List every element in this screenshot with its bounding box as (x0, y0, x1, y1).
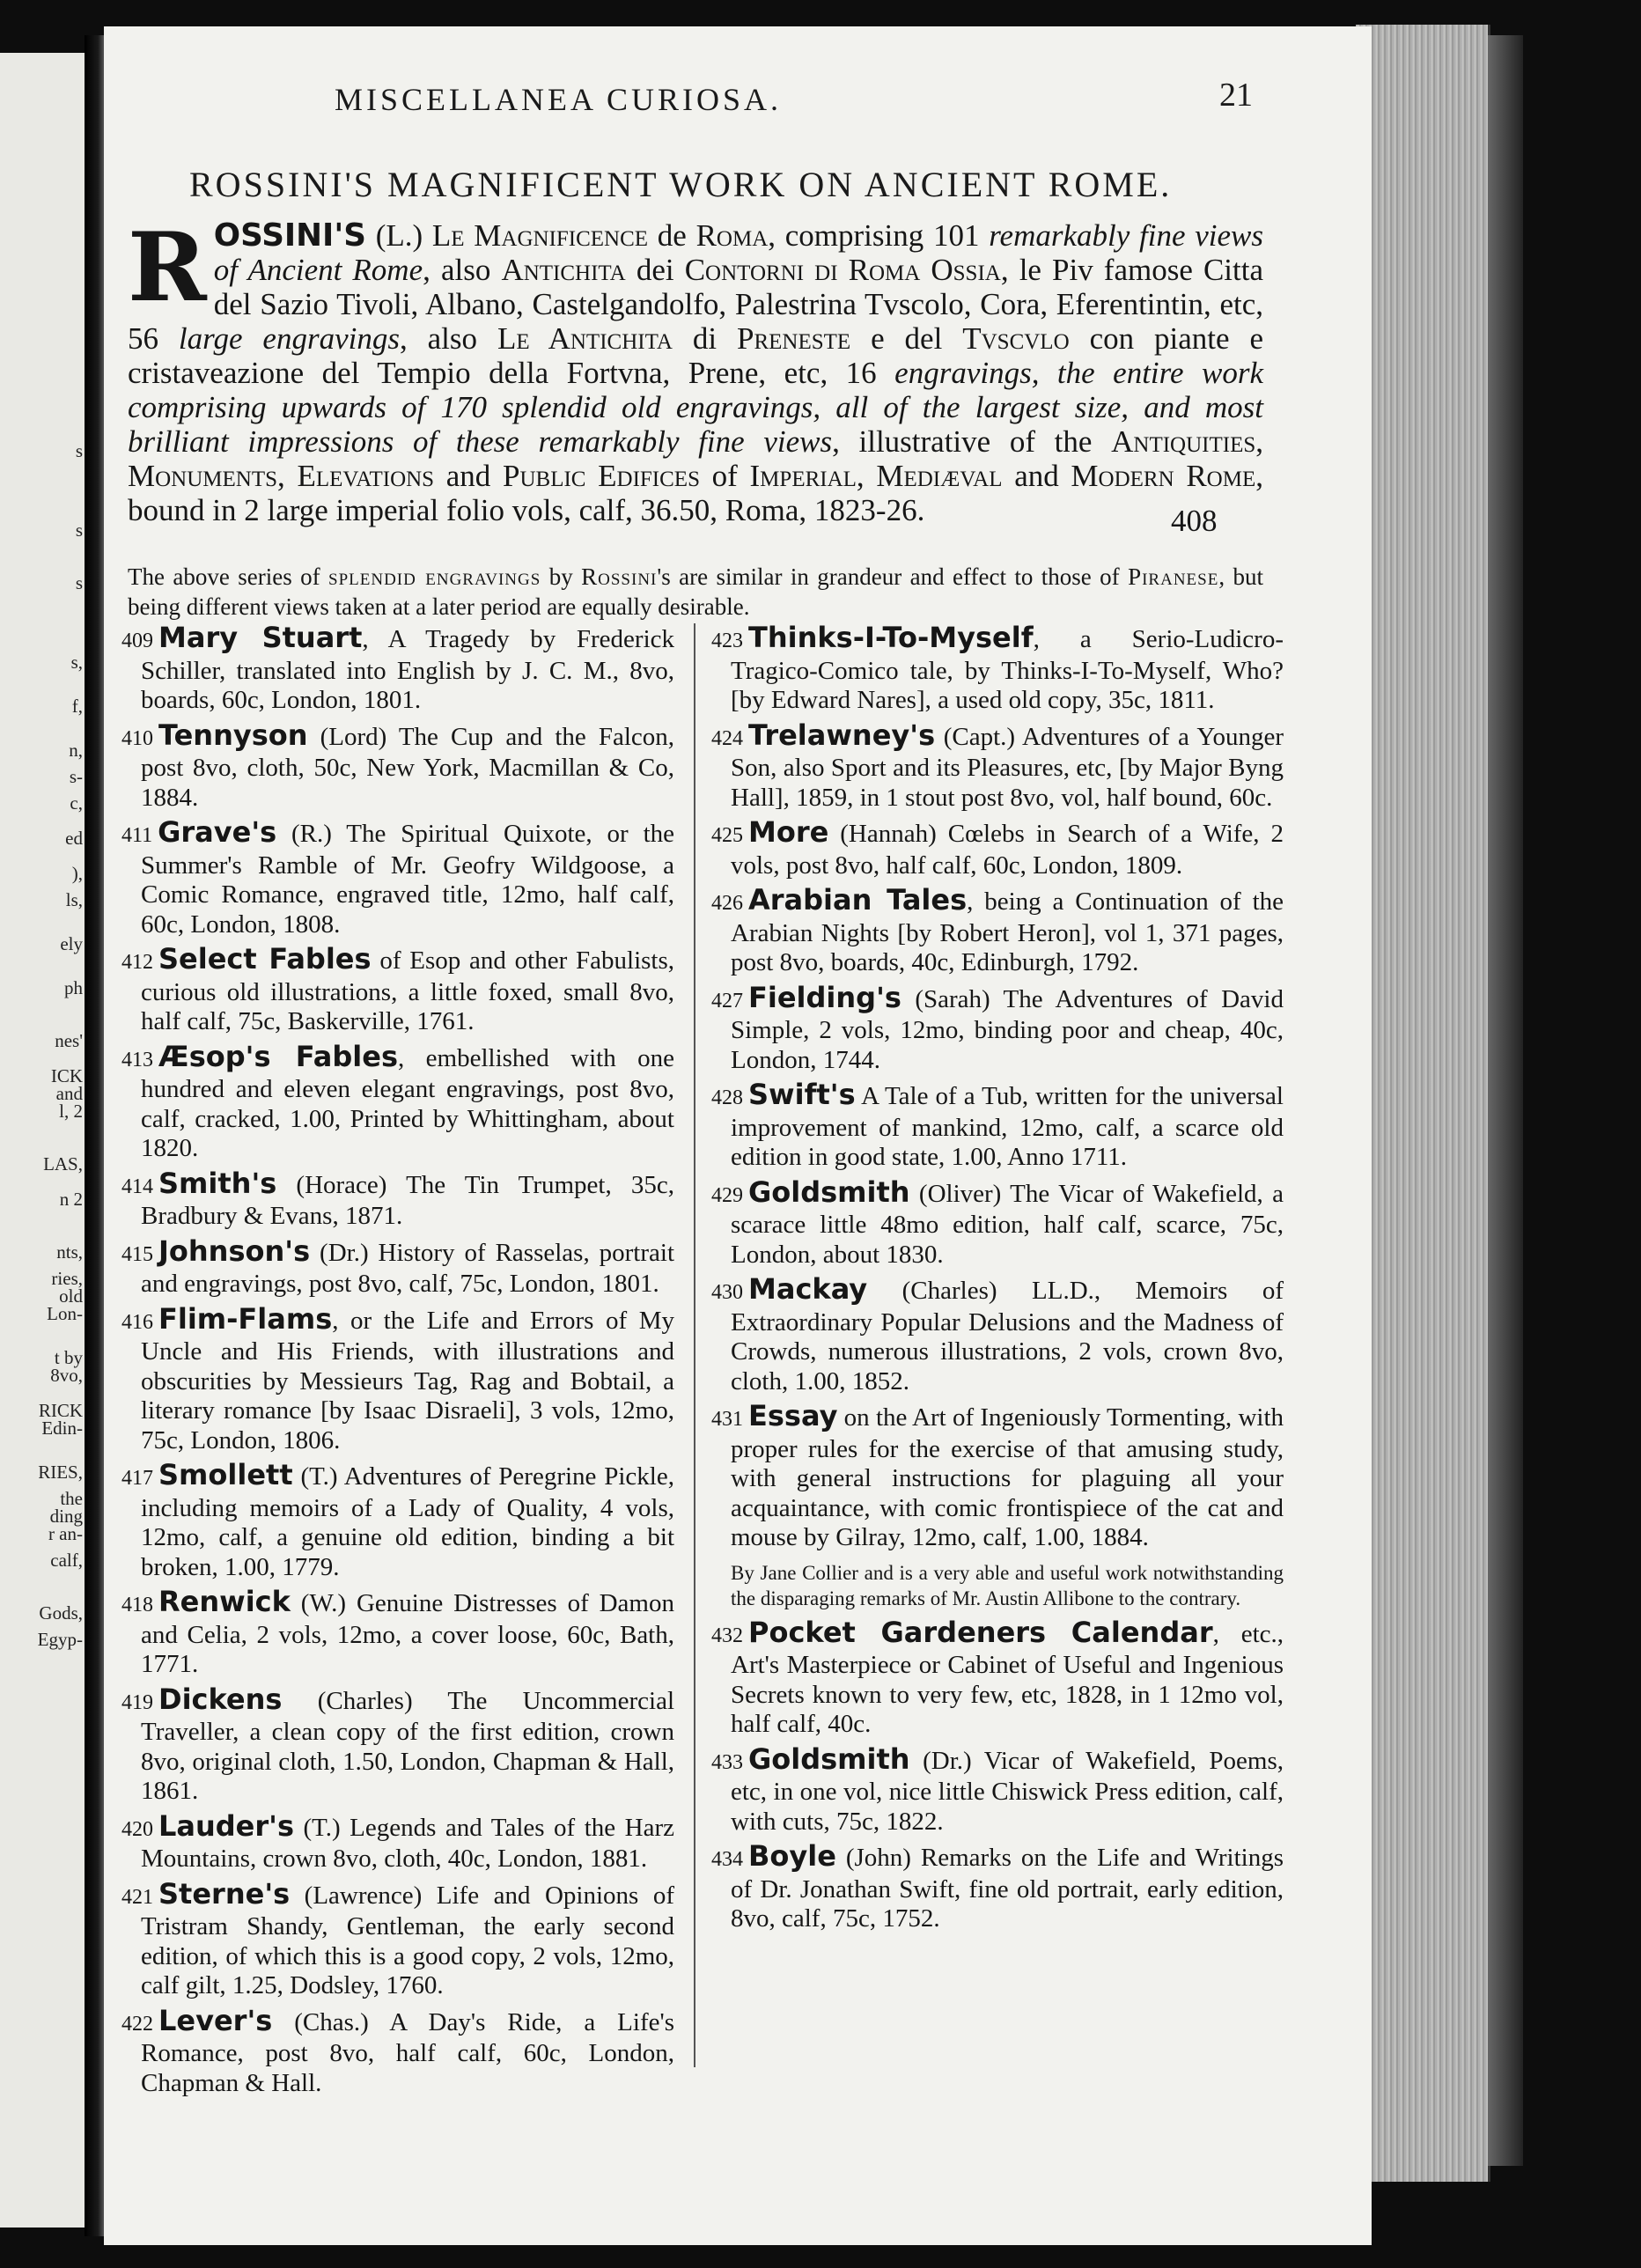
entry-description: (Charles) The Uncommercial Traveller, a clean copy of the first edition, crown 8vo, original cloth, 1.50, London, Chapman & Hall, 1861. (141, 1686, 674, 1805)
catalogue-entry (711, 1742, 1284, 1837)
catalogue-entry (121, 942, 675, 1037)
entry-number: 427 (711, 989, 743, 1012)
entry-author: Æsop's Fables (158, 1039, 398, 1073)
entry-number: 434 (711, 1848, 743, 1871)
catalogue-entry (121, 1876, 674, 2001)
entry-number: 428 (711, 1086, 743, 1109)
entry-description: on the Art of Ingeniously Tormenting, with proper rules for the exercise of that amusing study, with general instructions for plaguing all your acquaintance, with comic frontispiece of the cat and mouse by Gilray, 12mo, calf, 1.00, 1884. (731, 1403, 1284, 1551)
intro-name: OSSINI'S (213, 217, 366, 254)
entry-author: Arabian Tales (748, 883, 968, 917)
facing-page-fragment: 8vo, (50, 1365, 83, 1386)
facing-page-fragment: ls, (65, 889, 83, 910)
entry-number: 424 (711, 726, 743, 750)
page-number: 21 (1219, 77, 1253, 114)
entry-number: 429 (711, 1183, 743, 1207)
entry-number: 423 (711, 630, 743, 652)
entry-number: 431 (711, 1408, 743, 1431)
facing-page-fragment: ph (64, 977, 83, 998)
catalogue-entry (711, 883, 1284, 978)
entry-author: Select Fables (158, 942, 372, 976)
catalogue-entry (121, 1587, 674, 1680)
facing-page-fragment: s- (69, 766, 83, 787)
entry-number: 412 (121, 951, 153, 974)
entry-number: 433 (711, 1750, 743, 1774)
facing-page-fragment: old (59, 1285, 83, 1307)
entry-author: Mary Stuart (158, 621, 363, 654)
facing-page-fragment: nts, (56, 1241, 83, 1263)
catalogue-entry (711, 815, 1284, 880)
entry-author: Grave's (158, 815, 277, 849)
entry-description: , embellished with one hundred and eleven elegant engravings, post 8vo, calf, cracked, 1.00, Printed by Whittingham, about 1820. (141, 1043, 675, 1162)
entry-author: Thinks-I-To-Myself (748, 621, 1034, 654)
entry-number: 416 (121, 1310, 153, 1334)
entry-description: A Tale of a Tub, written for the universal improvement of mankind, 12mo, calf, a scarce old edition in good state, 1.00, Anno 1711. (731, 1082, 1284, 1171)
entry-author: Renwick (158, 1585, 291, 1618)
facing-page-fragment: s (75, 519, 83, 541)
facing-page-fragment: Egyp- (37, 1629, 83, 1650)
entry-author: Tennyson (158, 718, 308, 752)
catalogue-entry (711, 623, 1284, 716)
book-gutter (85, 35, 104, 2236)
entry-note: By Jane Collier and is a very able and useful work notwithstanding the disparaging remarks of Mr. Austin Allibone to the contrary. (731, 1561, 1284, 1609)
catalogue-entry (711, 718, 1284, 814)
entry-number: 410 (121, 726, 153, 750)
catalogue-entry (121, 1301, 674, 1456)
entry-author: Fielding's (748, 980, 901, 1014)
catalogue-entry (711, 1839, 1284, 1934)
facing-page-fragment: r an- (48, 1523, 83, 1544)
entry-author: Sterne's (158, 1876, 291, 1911)
facing-page-fragment: and (55, 1083, 83, 1104)
entry-description: (Dr.) History of Rasselas, portrait and engravings, post 8vo, calf, 75c, London, 1801. (141, 1238, 674, 1298)
catalogue-entry (121, 815, 674, 939)
entry-description: (Chas.) A Day's Ride, a Life's Romance, post 8vo, half calf, 60c, London, Chapman & Hall. (141, 2007, 674, 2097)
entry-number: 430 (711, 1281, 743, 1304)
catalogue-entry (121, 1458, 674, 1582)
entry-description: (Hannah) Cœlebs in Search of a Wife, 2 vols, post 8vo, half calf, 60c, London, 1809. (731, 820, 1284, 880)
entry-number: 419 (121, 1690, 153, 1714)
entry-author: Boyle (748, 1839, 836, 1873)
entry-number: 420 (121, 1817, 153, 1841)
entry-description: , a Serio-Ludicro-Tragico-Comico tale, by Thinks-I-To-Myself, Who? [by Edward Nares], a used old copy, 35c, 1811. (731, 625, 1284, 714)
entry-number: 422 (121, 2012, 153, 2036)
entry-description: (Lord) The Cup and the Falcon, post 8vo, cloth, 50c, New York, Macmillan & Co, 1884. (141, 722, 674, 812)
entry-description: (Capt.) Adventures of a Younger Son, also Sport and its Pleasures, etc, [by Major Byng Hall], 1859, in 1 stout post 8vo, vol, half bound, 60c. (731, 722, 1284, 812)
entry-author: Mackay (748, 1272, 868, 1306)
entry-author: More (748, 815, 829, 849)
right-column (711, 623, 1284, 1940)
entry-author: Smith's (158, 1166, 277, 1200)
entry-number: 411 (121, 824, 153, 847)
catalogue-entry (711, 1399, 1284, 1553)
entry-number: 426 (711, 892, 743, 915)
facing-page-fragment: the (60, 1488, 83, 1509)
facing-page-fragment: n 2 (59, 1189, 83, 1210)
entry-description: , being a Continuation of the Arabian Nights [by Robert Heron], vol 1, 371 pages, post 8vo, boards, 40c, Edinburgh, 1792. (731, 887, 1284, 976)
left-column (121, 623, 674, 2103)
intro-item-number: 408 (1171, 504, 1218, 538)
entry-author: Pocket Gardeners Calendar (748, 1615, 1213, 1649)
catalogue-entry (711, 1272, 1284, 1396)
facing-page-fragment: nes' (55, 1030, 83, 1051)
facing-page-fragment: Edin- (41, 1418, 83, 1439)
page-edges-shadow (1488, 35, 1523, 2166)
facing-page-fragment: RICK (38, 1400, 83, 1421)
entry-number: 414 (121, 1174, 153, 1198)
entry-number: 425 (711, 824, 743, 847)
entry-author: Goldsmith (748, 1174, 910, 1209)
drop-cap: R (128, 212, 207, 323)
running-head: MISCELLANEA CURIOSA. (335, 82, 783, 117)
entry-description: of Esop and other Fabulists, curious old illustrations, a little foxed, small 8vo, half calf, 75c, Baskerville, 1761. (141, 946, 675, 1035)
entry-number: 415 (121, 1242, 153, 1266)
catalogue-entry (711, 1174, 1284, 1270)
entry-description: (R.) The Spiritual Quixote, or the Summer's Ramble of Mr. Geofry Wildgoose, a Comic Romance, engraved title, 12mo, half calf, 60c, London, 1808. (141, 820, 674, 939)
facing-page-fragment: ely (60, 933, 83, 954)
editorial-note: The above series of splendid engravings by Rossini's are similar in grandeur and effect to those of Piranese, but being different views taken at a later period are equally desirable. (128, 563, 1263, 620)
catalogue-entry (121, 2003, 674, 2099)
facing-page-fragment: s, (70, 652, 83, 673)
entry-author: Flim-Flams (158, 1301, 333, 1336)
facing-page-fragment: s (75, 572, 83, 593)
facing-page-fragment: Lon- (47, 1303, 83, 1324)
facing-page-fragment: t by (54, 1347, 83, 1368)
entry-number: 409 (121, 630, 153, 652)
facing-page-edge (0, 53, 87, 2228)
catalogue-entry (121, 1233, 674, 1300)
entry-description: , A Tragedy by Frederick Schiller, translated into English by J. C. M., 8vo, boards, 60c, London, 1801. (141, 625, 674, 714)
entry-description: (T.) Legends and Tales of the Harz Mountains, crown 8vo, cloth, 40c, London, 1881. (141, 1813, 674, 1873)
facing-page-fragment: l, 2 (59, 1101, 83, 1122)
entry-author: Goldsmith (748, 1742, 910, 1776)
facing-page-fragment: Gods, (39, 1602, 83, 1624)
facing-page-fragment: ding (49, 1506, 83, 1527)
column-divider (694, 623, 695, 2067)
catalogue-entry (711, 980, 1284, 1076)
catalogue-entry (121, 1039, 675, 1164)
entry-author: Smollett (158, 1458, 293, 1491)
catalogue-entry (121, 1682, 674, 1807)
facing-page-fragment: c, (70, 792, 83, 814)
entry-description: (Charles) LL.D., Memoirs of Extraordinary Popular Delusions and the Madness of Crowds, numerous illustrations, 2 vols, crown 8vo, cloth, 1.00, 1852. (731, 1277, 1284, 1395)
entry-description: , etc., Art's Masterpiece or Cabinet of Useful and Ingenious Secrets known to very few, etc, 1828, in 1 12mo vol, half calf, 40c. (731, 1619, 1284, 1738)
entry-description: (Sarah) The Adventures of David Simple, 2 vols, 12mo, binding poor and cheap, 40c, London, 1744. (731, 984, 1284, 1074)
facing-page-fragment: ), (71, 863, 83, 884)
entry-author: Johnson's (158, 1233, 311, 1268)
entry-author: Swift's (748, 1078, 856, 1111)
entry-number: 418 (121, 1594, 153, 1616)
entry-number: 413 (121, 1048, 153, 1071)
entry-author: Trelawney's (748, 718, 936, 752)
catalogue-entry (121, 718, 674, 814)
catalogue-entry (121, 1166, 674, 1232)
facing-page-fragment: ries, (51, 1268, 83, 1289)
facing-page-fragment: RIES, (38, 1462, 83, 1483)
entry-description: (Oliver) The Vicar of Wakefield, a scarace little 48mo edition, half calf, scarce, 75c, London, about 1830. (731, 1179, 1284, 1269)
entry-author: Lauder's (158, 1808, 294, 1843)
entry-description: (Lawrence) Life and Opinions of Tristram Shandy, Gentleman, the early second edition, of which this is a good copy, 2 vols, 12mo, calf gilt, 1.25, Dodsley, 1760. (141, 1881, 674, 1999)
facing-page-fragment: s (75, 440, 83, 461)
catalogue-entry (121, 623, 674, 716)
facing-page-fragment: ed (65, 828, 83, 849)
section-title: ROSSINI'S MAGNIFICENT WORK ON ANCIENT ROME. (189, 165, 1173, 204)
entry-description: (John) Remarks on the Life and Writings of Dr. Jonathan Swift, fine old portrait, early edition, 8vo, calf, 75c, 1752. (731, 1844, 1284, 1933)
facing-page-fragment: ICK (50, 1065, 83, 1086)
facing-page-fragment: calf, (50, 1550, 83, 1571)
entry-description: (T.) Adventures of Peregrine Pickle, including memoirs of a Lady of Quality, 4 vols, 12mo, calf, a genuine old edition, binding a bit broken, 1.00, 1779. (141, 1462, 674, 1581)
entry-description: (Horace) The Tin Trumpet, 35c, Bradbury & Evans, 1871. (141, 1170, 674, 1230)
facing-page-fragment: n, (69, 740, 83, 761)
entry-description: (Dr.) Vicar of Wakefield, Poems, etc, in one vol, nice little Chiswick Press edition, calf, with cuts, 75c, 1822. (731, 1746, 1284, 1836)
intro-entry: ROSSINI'S (L.) Le Magnificence de Roma, comprising 101 remarkably fine views of Ancient Rome, also Antichita dei Contorni di Roma Ossia, le Piv famose Citta del Sazio Tivoli, Albano, Castelgandolfo, Palestrina Tvscolo, Cora, Eferentintin, etc, 56 large engravings, also Le Antichita di Preneste e del Tvscvlo con piante e cristaveazione del Tempio della Fortvna, Prene, etc, 16 engravings, the entire work comprising upwards of 170 splendid old engravings, all of the largest size, and most brilliant impressions of these remarkably fine views, illustrative of the Antiquities, Monuments, Elevations and Public Edifices of Imperial, Mediæval and Modern Rome, bound in 2 large imperial folio vols, calf, 36.50, Roma, 1823-26. (128, 212, 1264, 527)
catalogue-entry (711, 1615, 1284, 1740)
entry-description: (W.) Genuine Distresses of Damon and Celia, 2 vols, 12mo, a cover loose, 60c, Bath, 1771. (141, 1589, 674, 1678)
facing-page-fragment: LAS, (43, 1153, 83, 1174)
entry-number: 417 (121, 1467, 153, 1490)
catalogue-entry (711, 1080, 1284, 1173)
entry-author: Dickens (158, 1682, 283, 1716)
entry-number: 421 (121, 1885, 153, 1909)
entry-description: , or the Life and Errors of My Uncle and His Friends, with illustrations and obscurities by Messieurs Tag, Rag and Bobtail, a literary romance [by Isaac Disraeli], 3 vols, 12mo, 75c, London, 1806. (141, 1306, 674, 1454)
catalogue-entry (121, 1808, 674, 1874)
page-edges (1356, 25, 1490, 2182)
entry-author: Essay (748, 1399, 838, 1432)
entry-author: Lever's (158, 2003, 273, 2037)
facing-page-fragment: f, (71, 696, 83, 717)
entry-number: 432 (711, 1624, 743, 1647)
